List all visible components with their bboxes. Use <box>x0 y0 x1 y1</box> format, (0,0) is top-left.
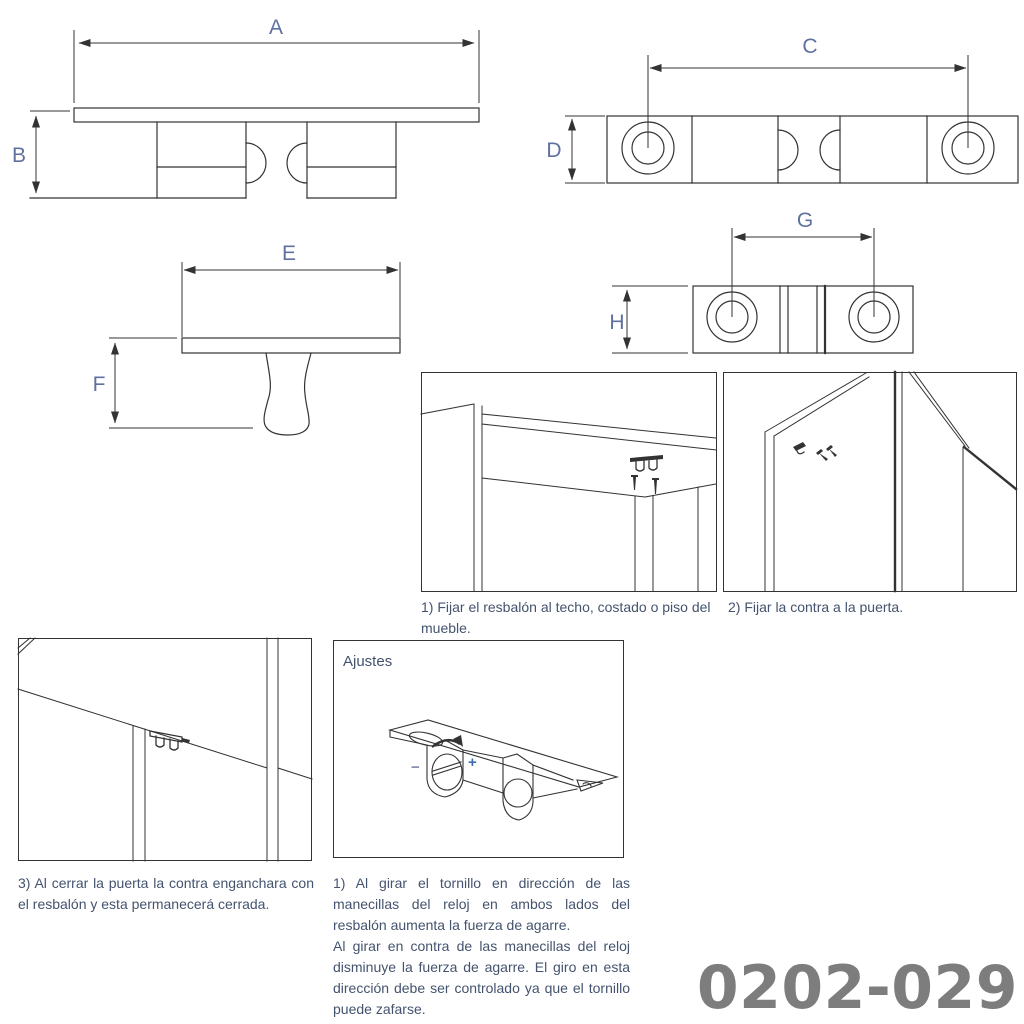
latch-side-outline <box>30 108 479 198</box>
dim-label-h: H <box>609 311 625 334</box>
step2-caption: 2) Fijar la contra a la puerta. <box>728 599 904 615</box>
adjustments-title: Ajustes <box>343 653 393 670</box>
closing-door-line-art <box>18 638 312 861</box>
dim-label-g: G <box>796 209 814 232</box>
increase-label: + <box>468 754 477 771</box>
cabinet-line-art <box>421 404 716 591</box>
adjustments-paragraph-1: 1) Al girar el tornillo en dirección de las manecillas del reloj en ambos lados del resbalón aumenta la fuerza de agarre. <box>333 875 630 933</box>
strike-top-outline <box>693 286 913 353</box>
dim-label-f: F <box>92 373 106 396</box>
screw-icons <box>631 475 659 494</box>
door-line-art <box>765 372 1016 591</box>
latch-top-outline <box>607 116 1018 183</box>
adjustments-panel-illustration <box>333 640 625 858</box>
dim-label-b: B <box>11 144 27 167</box>
step2-panel-border <box>724 373 1017 592</box>
latch-icon <box>630 455 663 471</box>
latch-icon <box>150 731 190 750</box>
dimension-lines-gh <box>612 228 874 353</box>
strike-icon <box>793 442 806 454</box>
latch-side-view-drawing <box>0 0 520 220</box>
screw-icons <box>816 445 837 461</box>
dim-label-a: A <box>268 16 284 39</box>
dimension-lines-ef <box>109 262 400 428</box>
step3-panel-illustration <box>18 638 313 861</box>
adjustments-panel-border <box>334 641 624 858</box>
dim-label-d: D <box>546 139 562 162</box>
step1-panel-illustration <box>421 372 718 592</box>
step3-caption: 3) Al cerrar la puerta la contra enganchara con el resbalón y esta permanecerá cerrada. <box>18 875 314 912</box>
dimension-lines-cd <box>565 55 968 183</box>
dimension-lines-ab <box>30 30 479 193</box>
strike-side-view-drawing <box>60 230 465 465</box>
decrease-label: − <box>411 759 420 776</box>
step2-panel-illustration <box>723 372 1017 592</box>
dim-label-e: E <box>281 242 297 265</box>
latch-underside-line-art <box>390 720 617 820</box>
step3-panel-border <box>19 639 312 861</box>
dim-label-c: C <box>802 35 818 58</box>
latch-top-view-drawing <box>540 20 1024 195</box>
adjustments-paragraph-2: Al girar en contra de las manecillas del reloj disminuye la fuerza de agarre. El giro en esta dirección debe ser controlado ya que el tornillo puede zafarse. <box>333 938 630 1017</box>
part-number: 0202-029 <box>696 953 1018 1023</box>
step1-caption: 1) Fijar el resbalón al techo, costado o piso del mueble. <box>421 599 711 636</box>
strike-side-outline <box>182 338 400 435</box>
adjustments-caption <box>333 873 630 1020</box>
strike-top-view-drawing <box>595 195 925 365</box>
